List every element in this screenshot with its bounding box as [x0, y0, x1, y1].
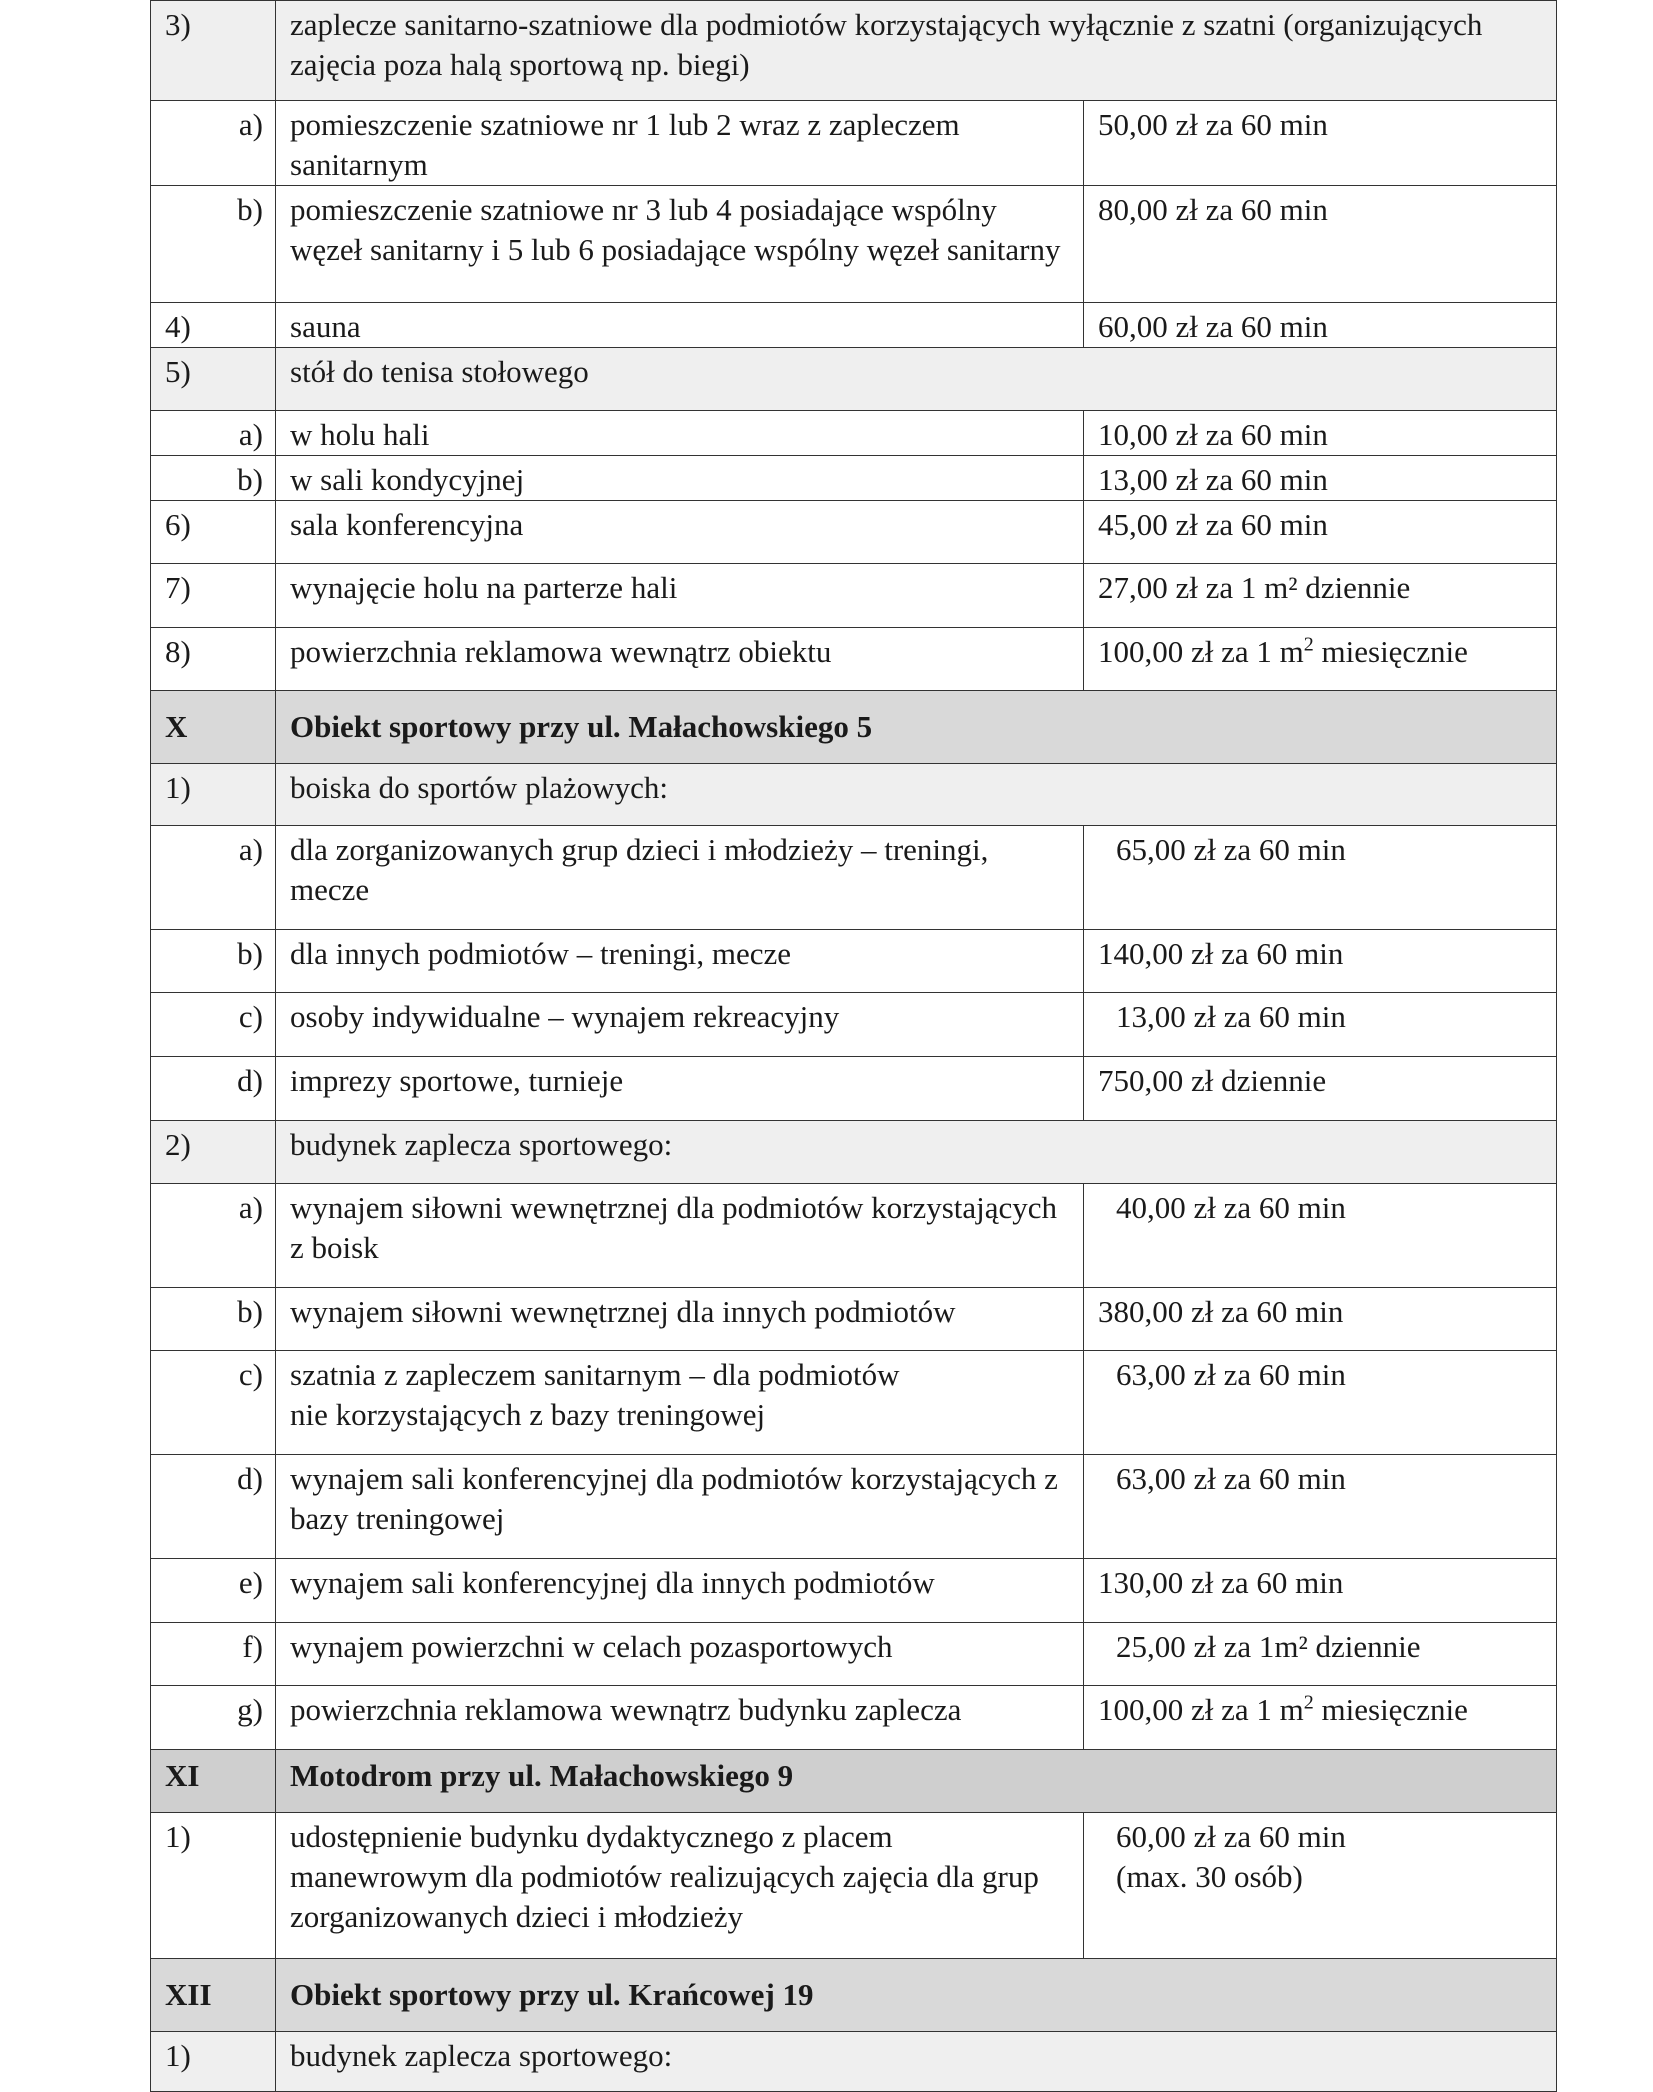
row-description: powierzchnia reklamowa wewnątrz budynku zaplecza [276, 1686, 1084, 1750]
row-price: 25,00 zł za 1m² dziennie [1084, 1623, 1557, 1686]
table-row [151, 411, 1557, 456]
table-row [151, 993, 1557, 1057]
table-row [151, 1559, 1557, 1623]
table-row [151, 348, 1557, 411]
row-description: stół do tenisa stołowego [276, 348, 1557, 411]
row-price: 13,00 zł za 60 min [1084, 456, 1557, 501]
table-row [151, 628, 1557, 691]
row-number: c) [151, 993, 276, 1057]
row-description: budynek zaplecza sportowego: [276, 2032, 1557, 2092]
row-description: wynajem sali konferencyjnej dla innych podmiotów [276, 1559, 1084, 1623]
section-header-row [151, 1750, 1557, 1813]
table-row [151, 2032, 1557, 2092]
row-number: 1) [151, 2032, 276, 2092]
row-price: 45,00 zł za 60 min [1084, 501, 1557, 564]
table-row [151, 186, 1557, 303]
row-number: 2) [151, 1121, 276, 1184]
row-description: pomieszczenie szatniowe nr 1 lub 2 wraz z zapleczem sanitarnym [276, 101, 1084, 186]
row-description: wynajem powierzchni w celach pozasportowych [276, 1623, 1084, 1686]
row-price: 63,00 zł za 60 min [1084, 1455, 1557, 1559]
row-price: 80,00 zł za 60 min [1084, 186, 1557, 303]
row-price: 13,00 zł za 60 min [1084, 993, 1557, 1057]
row-number: 1) [151, 1813, 276, 1959]
table-row [151, 564, 1557, 628]
row-number: a) [151, 101, 276, 186]
table-row [151, 1813, 1557, 1959]
row-number: d) [151, 1057, 276, 1121]
row-number: 4) [151, 303, 276, 348]
table-row [151, 1057, 1557, 1121]
row-description: szatnia z zapleczem sanitarnym – dla podmiotów nie korzystających z bazy treningowej [276, 1351, 1084, 1455]
fee-table-body [151, 1, 1557, 2092]
row-description: boiska do sportów plażowych: [276, 764, 1557, 826]
row-number: c) [151, 1351, 276, 1455]
table-row [151, 1686, 1557, 1750]
row-description: zaplecze sanitarno-szatniowe dla podmiotów korzystających wyłącznie z szatni (organizujących zajęcia poza halą sportową np. biegi) [276, 1, 1557, 101]
row-number: b) [151, 930, 276, 993]
row-number: 8) [151, 628, 276, 691]
row-description: wynajęcie holu na parterze hali [276, 564, 1084, 628]
row-description: wynajem siłowni wewnętrznej dla podmiotów korzystających z boisk [276, 1184, 1084, 1288]
row-number: e) [151, 1559, 276, 1623]
table-row [151, 1455, 1557, 1559]
row-number: d) [151, 1455, 276, 1559]
row-number: 5) [151, 348, 276, 411]
row-price: 50,00 zł za 60 min [1084, 101, 1557, 186]
table-row [151, 501, 1557, 564]
table-row [151, 826, 1557, 930]
row-number: f) [151, 1623, 276, 1686]
row-description: Motodrom przy ul. Małachowskiego 9 [276, 1750, 1557, 1813]
table-row [151, 1184, 1557, 1288]
row-price: 750,00 zł dziennie [1084, 1057, 1557, 1121]
row-price: 65,00 zł za 60 min [1084, 826, 1557, 930]
table-row [151, 456, 1557, 501]
row-number: a) [151, 411, 276, 456]
row-description: sala konferencyjna [276, 501, 1084, 564]
row-description: dla innych podmiotów – treningi, mecze [276, 930, 1084, 993]
table-row [151, 101, 1557, 186]
row-number: XI [151, 1750, 276, 1813]
row-description: pomieszczenie szatniowe nr 3 lub 4 posiadające wspólny węzeł sanitarny i 5 lub 6 posiadające wspólny węzeł sanitarny [276, 186, 1084, 303]
row-price: 100,00 zł za 1 $m^2$ miesięcznie [1084, 1686, 1557, 1750]
row-price: 63,00 zł za 60 min [1084, 1351, 1557, 1455]
row-description: udostępnienie budynku dydaktycznego z placem manewrowym dla podmiotów realizujących zajęcia dla grup zorganizowanych dzieci i młodzieży [276, 1813, 1084, 1959]
row-price: 140,00 zł za 60 min [1084, 930, 1557, 993]
table-row [151, 930, 1557, 993]
row-price: 380,00 zł za 60 min [1084, 1288, 1557, 1351]
row-price: 27,00 zł za 1 m² dziennie [1084, 564, 1557, 628]
row-description: wynajem siłowni wewnętrznej dla innych podmiotów [276, 1288, 1084, 1351]
row-description: wynajem sali konferencyjnej dla podmiotów korzystających z bazy treningowej [276, 1455, 1084, 1559]
row-price: 10,00 zł za 60 min [1084, 411, 1557, 456]
row-description: osoby indywidualne – wynajem rekreacyjny [276, 993, 1084, 1057]
table-row [151, 1623, 1557, 1686]
section-header-row [151, 1959, 1557, 2032]
row-price: 40,00 zł za 60 min [1084, 1184, 1557, 1288]
section-header-row [151, 691, 1557, 764]
row-number: b) [151, 1288, 276, 1351]
table-row [151, 1288, 1557, 1351]
row-description: w sali kondycyjnej [276, 456, 1084, 501]
table-row [151, 1, 1557, 101]
row-description: imprezy sportowe, turnieje [276, 1057, 1084, 1121]
row-price: 100,00 zł za 1 $m^2$ miesięcznie [1084, 628, 1557, 691]
row-description: w holu hali [276, 411, 1084, 456]
row-number: b) [151, 456, 276, 501]
row-price: 60,00 zł za 60 min [1084, 303, 1557, 348]
row-price: 60,00 zł za 60 min (max. 30 osób) [1084, 1813, 1557, 1959]
row-number: 3) [151, 1, 276, 101]
row-description: sauna [276, 303, 1084, 348]
row-number: a) [151, 1184, 276, 1288]
fee-table [150, 0, 1557, 2092]
table-row [151, 764, 1557, 826]
row-number: 1) [151, 764, 276, 826]
row-number: XII [151, 1959, 276, 2032]
row-price: 130,00 zł za 60 min [1084, 1559, 1557, 1623]
row-number: X [151, 691, 276, 764]
row-number: 7) [151, 564, 276, 628]
row-number: g) [151, 1686, 276, 1750]
table-row [151, 1121, 1557, 1184]
row-description: dla zorganizowanych grup dzieci i młodzieży – treningi, mecze [276, 826, 1084, 930]
row-description: budynek zaplecza sportowego: [276, 1121, 1557, 1184]
row-number: 6) [151, 501, 276, 564]
row-description: powierzchnia reklamowa wewnątrz obiektu [276, 628, 1084, 691]
row-description: Obiekt sportowy przy ul. Małachowskiego 5 [276, 691, 1557, 764]
table-row [151, 303, 1557, 348]
row-number: a) [151, 826, 276, 930]
row-number: b) [151, 186, 276, 303]
row-description: Obiekt sportowy przy ul. Krańcowej 19 [276, 1959, 1557, 2032]
table-row [151, 1351, 1557, 1455]
